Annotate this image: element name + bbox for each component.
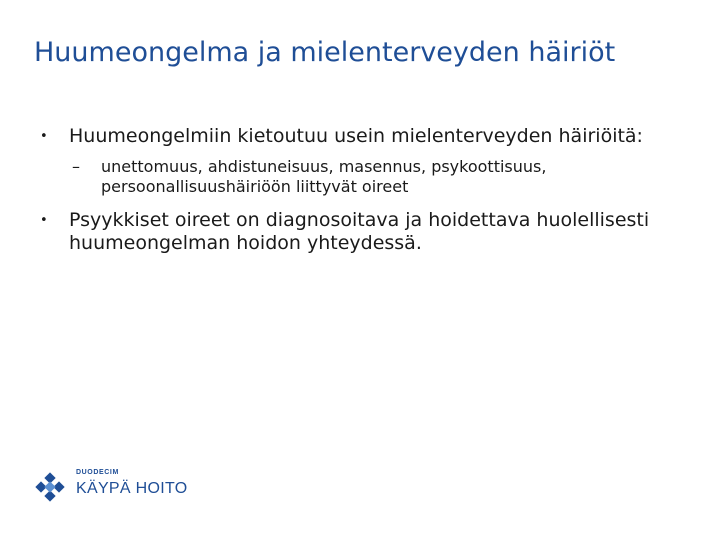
slide-content [34, 125, 684, 265]
sub-bullet-item [34, 157, 684, 197]
logo-diamond-icon [34, 468, 74, 512]
sub-bullet-marker: – [72, 157, 80, 176]
logo-small-text: DUODECIM [76, 469, 119, 476]
bullet-item [34, 125, 684, 148]
slide-title: Huumeongelma ja mielenterveyden häiriöt [34, 37, 616, 68]
bullet-item [34, 209, 684, 255]
sub-bullet-text: unettomuus, ahdistuneisuus, masennus, psykoottisuus, persoonallisuushäiriöön liittyvät oireet [101, 157, 547, 196]
bullet-text: Psyykkiset oireet on diagnosoitava ja hoidettava huolellisesti huumeongelman hoidon yhteydessä. [69, 209, 650, 254]
kaypa-hoito-logo [34, 468, 188, 512]
logo-big-text: KÄYPÄ HOITO [76, 480, 188, 497]
bullet-marker: • [40, 213, 48, 228]
bullet-marker: • [40, 129, 48, 144]
bullet-text: Huumeongelmiin kietoutuu usein mielenterveyden häiriöitä: [69, 125, 643, 147]
